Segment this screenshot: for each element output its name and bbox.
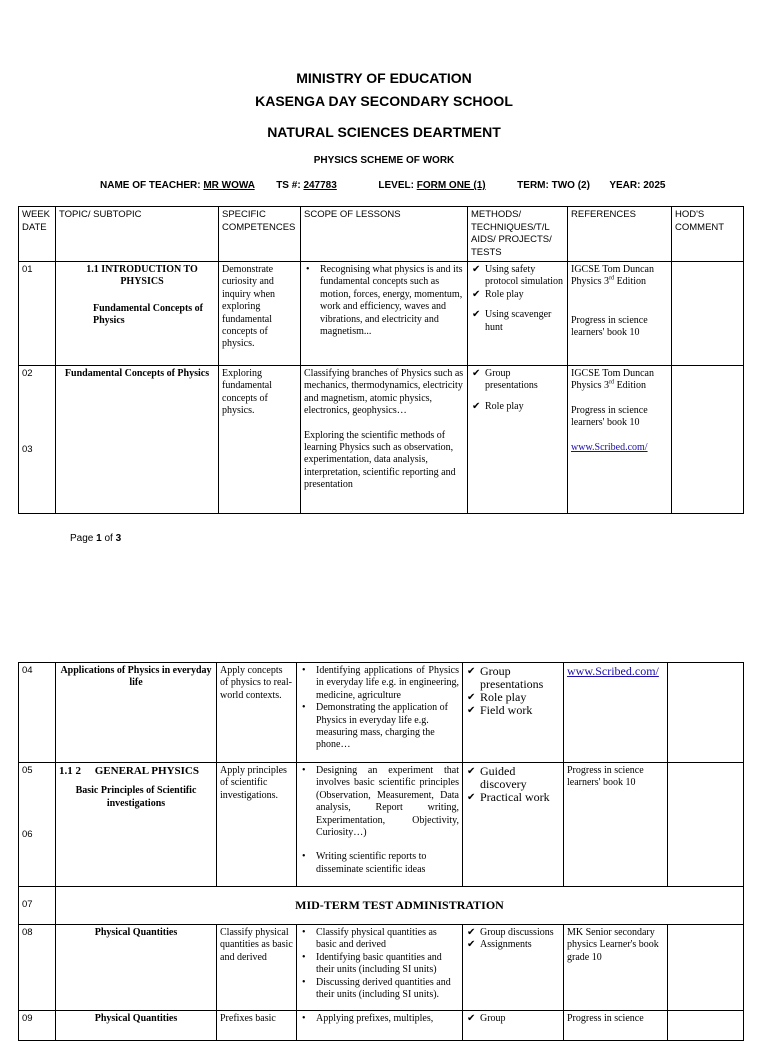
methods-cell xyxy=(463,763,564,887)
level-label: LEVEL: xyxy=(378,180,414,191)
scope-item: • Applying prefixes, multiples, xyxy=(316,1013,459,1025)
scope-item: • Identifying basic quantities and their units (including SI units) xyxy=(316,952,459,977)
references-cell: Progress in science xyxy=(564,1011,668,1041)
scope-text: Exploring the scientific methods of learning Physics such as observation, experimentation, data analysis, interpretation, scientific reporting and presentation xyxy=(304,429,456,491)
reference-item: Progress in science learners' book 10 xyxy=(571,404,648,429)
topic-cell xyxy=(56,262,219,366)
reference-link[interactable]: www.Scribed.com/ xyxy=(571,441,648,453)
topic-main: 1.1 INTRODUCTION TO PHYSICS xyxy=(86,264,198,288)
method-item: ✔ Using safety protocol simulation xyxy=(485,264,564,289)
method-item: ✔ Group discussions xyxy=(480,927,560,939)
table-header-row xyxy=(19,207,744,262)
topic-sub: Basic Principles of Scientific investigations xyxy=(75,785,197,809)
competence-cell: Exploring fundamental concepts of physics. xyxy=(219,366,301,514)
method-item: ✔ Role play xyxy=(485,289,564,301)
teacher-label: NAME OF TEACHER: xyxy=(100,180,201,191)
competence-cell: Prefixes basic xyxy=(217,1011,297,1041)
year-value: 2025 xyxy=(643,180,666,191)
col-scope: SCOPE OF LESSONS xyxy=(301,207,468,262)
table-row xyxy=(19,262,744,366)
scheme-title: PHYSICS SCHEME OF WORK xyxy=(313,155,455,166)
reference-link[interactable]: www.Scribed.com/ xyxy=(567,664,659,678)
reference-item: Progress in science learners' book 10 xyxy=(571,314,648,339)
ministry-title: MINISTRY OF EDUCATION xyxy=(296,70,472,86)
table-row xyxy=(19,925,744,1011)
table-row xyxy=(19,887,744,925)
method-item: ✔ Role play xyxy=(485,401,564,413)
scope-item: • Classify physical quantities as basic and derived xyxy=(316,927,459,952)
ts-label: TS #: xyxy=(276,180,301,191)
week-cell: 08 xyxy=(19,925,56,1011)
week-cell: 07 xyxy=(19,887,56,925)
scope-item: • Identifying applications of Physics in everyday life e.g. in engineering, medicine, agriculture xyxy=(316,665,459,702)
references-cell: MK Senior secondary physics Learner's book grade 10 xyxy=(564,925,668,1011)
table-row xyxy=(19,1011,744,1041)
page-number: Page 1 of 3 xyxy=(70,533,122,544)
scope-cell xyxy=(297,663,463,763)
col-competences: SPECIFIC COMPETENCES xyxy=(219,207,301,262)
school-title: KASENGA DAY SECONDARY SCHOOL xyxy=(255,93,513,109)
midterm-banner: MID-TERM TEST ADMINISTRATION xyxy=(56,887,744,925)
term-value: TWO (2) xyxy=(551,180,590,191)
table-row xyxy=(19,763,744,887)
topic-cell xyxy=(56,925,217,1011)
teacher-info xyxy=(100,180,666,191)
col-methods: METHODS/ TECHNIQUES/T/L AIDS/ PROJECTS/ TESTS xyxy=(468,207,568,262)
scope-cell xyxy=(297,925,463,1011)
scope-cell xyxy=(301,262,468,366)
scope-cell xyxy=(297,1011,463,1041)
topic-cell xyxy=(56,663,217,763)
scope-item: • Recognising what physics is and its fundamental concepts such as motion, forces, energy, momentum, work and efficiency, waves and vibrations, and electricity and magnetism... xyxy=(320,264,464,338)
teacher-name: MR WOWA xyxy=(203,180,255,191)
scope-item: • Designing an experiment that involves basic scientific principles (Observation, Measurement, Data analysis, Report writing, Experimentation, Objectivity, Curiosity…) xyxy=(316,765,459,839)
comment-cell xyxy=(668,1011,744,1041)
topic-sub: Fundamental Concepts of Physics xyxy=(93,302,204,327)
competence-cell: Demonstrate curiosity and inquiry when exploring fundamental concepts of physics. xyxy=(219,262,301,366)
week-cell: 05 06 xyxy=(19,763,56,887)
week-cell: 02 03 xyxy=(19,366,56,514)
method-item: ✔ Group presentations xyxy=(485,368,564,393)
scheme-table-page-2 xyxy=(18,662,744,1041)
scope-item: • Demonstrating the application of Physics in everyday life e.g. measuring mass, charging the phone… xyxy=(316,702,459,752)
week-cell: 04 xyxy=(19,663,56,763)
topic-sub: Physical Quantities xyxy=(94,927,178,938)
topic-cell xyxy=(56,763,217,887)
term-label: TERM: xyxy=(517,180,549,191)
reference-item: IGCSE Tom Duncan Physics 3rd Edition xyxy=(571,264,654,288)
topic-sub: Applications of Physics in everyday life xyxy=(60,665,212,689)
week-cell: 01 xyxy=(19,262,56,366)
ts-number: 247783 xyxy=(303,180,337,191)
scope-text: Classifying branches of Physics such as mechanics, thermodynamics, electricity and magnetism, atomic physics, electronics, geophysics… xyxy=(304,368,464,417)
methods-cell xyxy=(468,366,568,514)
comment-cell xyxy=(672,366,744,514)
level-value: FORM ONE (1) xyxy=(416,180,486,191)
col-references: REFERENCES xyxy=(568,207,672,262)
references-cell: Progress in science learners' book 10 xyxy=(564,763,668,887)
col-comment: HOD'S COMMENT xyxy=(672,207,744,262)
scope-cell xyxy=(301,366,468,514)
comment-cell xyxy=(668,763,744,887)
topic-cell xyxy=(56,1011,217,1041)
method-item: ✔ Field work xyxy=(480,704,560,717)
method-item: ✔ Using scavenger hunt xyxy=(485,309,564,334)
competence-cell: Apply principles of scientific investigations. xyxy=(217,763,297,887)
col-topic: TOPIC/ SUBTOPIC xyxy=(56,207,219,262)
methods-cell xyxy=(463,925,564,1011)
year-label: YEAR: xyxy=(609,180,641,191)
method-item: ✔ Guided discovery xyxy=(480,765,560,791)
week-cell: 09 xyxy=(19,1011,56,1041)
scheme-table-page-1 xyxy=(18,206,744,514)
references-cell xyxy=(568,262,672,366)
methods-cell xyxy=(463,1011,564,1041)
department-title: NATURAL SCIENCES DEARTMENT xyxy=(267,124,501,140)
topic-main: 1.1 2 GENERAL PHYSICS xyxy=(59,765,199,777)
competence-cell: Classify physical quantities as basic and derived xyxy=(217,925,297,1011)
references-cell xyxy=(568,366,672,514)
comment-cell xyxy=(668,663,744,763)
comment-cell xyxy=(668,925,744,1011)
methods-cell xyxy=(468,262,568,366)
method-item: ✔ Assignments xyxy=(480,939,560,951)
scope-item: • Discussing derived quantities and their units (including SI units). xyxy=(316,977,459,1002)
comment-cell xyxy=(672,262,744,366)
scope-cell xyxy=(297,763,463,887)
table-row xyxy=(19,663,744,763)
method-item: ✔ Group presentations xyxy=(480,665,560,691)
competence-cell: Apply concepts of physics to real-world contexts. xyxy=(217,663,297,763)
references-cell xyxy=(564,663,668,763)
methods-cell xyxy=(463,663,564,763)
method-item: ✔ Practical work xyxy=(480,791,560,804)
method-item: ✔ Group xyxy=(480,1013,560,1025)
topic-sub: Physical Quantities xyxy=(94,1013,178,1024)
reference-item: IGCSE Tom Duncan Physics 3rd Edition xyxy=(571,368,654,392)
scope-item: • Writing scientific reports to disseminate scientific ideas xyxy=(316,851,459,876)
topic-cell xyxy=(56,366,219,514)
method-item: ✔ Role play xyxy=(480,691,560,704)
table-row xyxy=(19,366,744,514)
col-week: WEEK DATE xyxy=(19,207,56,262)
topic-sub: Fundamental Concepts of Physics xyxy=(64,368,210,379)
